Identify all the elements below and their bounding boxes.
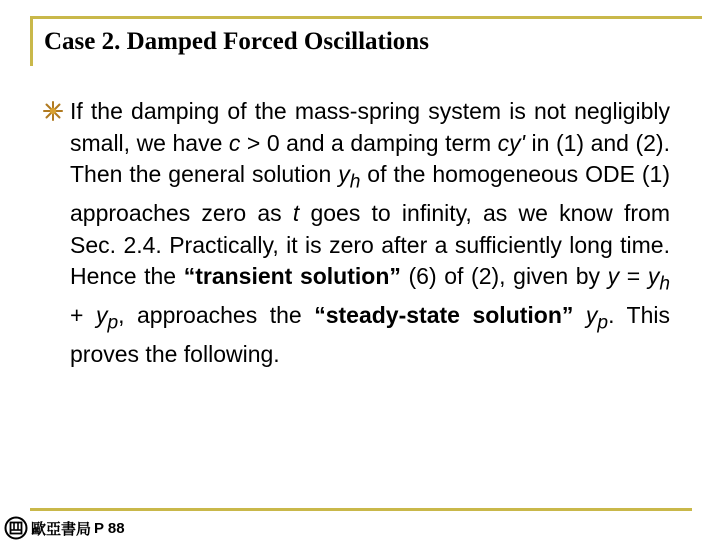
text-segment: (6) of (2), given by bbox=[400, 263, 608, 290]
publisher-name: 歐亞書局 bbox=[31, 520, 92, 538]
math-var-y: y bbox=[95, 302, 108, 329]
math-var-y: y bbox=[607, 263, 620, 290]
top-border-line bbox=[30, 16, 702, 19]
math-var-y: y bbox=[585, 302, 598, 329]
math-var-c: c bbox=[228, 129, 241, 156]
math-var-t: t bbox=[292, 200, 300, 227]
page-reference: P 88 bbox=[94, 519, 125, 537]
text-segment: > 0 and a damping term bbox=[240, 129, 498, 156]
term-steady-state-solution: “steady-state solution” bbox=[314, 302, 574, 329]
text-segment: = bbox=[619, 263, 648, 290]
math-sub-p: p bbox=[597, 312, 609, 334]
text-segment bbox=[573, 302, 586, 328]
math-var-cy: cy' bbox=[497, 129, 526, 156]
body-paragraph bbox=[70, 96, 670, 371]
bottom-border-line bbox=[30, 508, 692, 511]
text-segment: If the damping of the mass-spring system is not negligibly small, we have bbox=[70, 98, 670, 156]
footer bbox=[4, 515, 125, 541]
math-var-y: y bbox=[338, 161, 350, 187]
math-sub-h: h bbox=[659, 273, 670, 295]
text-segment: of the homogeneous ODE (1) approaches zero as bbox=[70, 161, 670, 227]
math-var-y: y bbox=[647, 263, 660, 290]
slide-title: Case 2. Damped Forced Oscillations bbox=[44, 28, 429, 55]
text-segment: goes to infinity, as we know from Sec. 2.4. Practically, it is zero after a sufficiently long time. Hence the bbox=[70, 200, 670, 290]
term-transient-solution: “transient solution” bbox=[183, 263, 401, 290]
left-border-line bbox=[30, 16, 33, 66]
star-bullet-icon bbox=[43, 101, 63, 121]
text-segment: in (1) and (2). Then the general solution bbox=[70, 129, 670, 187]
publisher-logo-icon bbox=[4, 516, 28, 540]
math-sub-p: p bbox=[107, 312, 119, 334]
math-sub-h: h bbox=[349, 171, 361, 193]
text-segment: . This proves the following. bbox=[70, 302, 671, 368]
text-segment: , approaches the bbox=[118, 302, 315, 329]
text-segment: + bbox=[70, 302, 96, 329]
